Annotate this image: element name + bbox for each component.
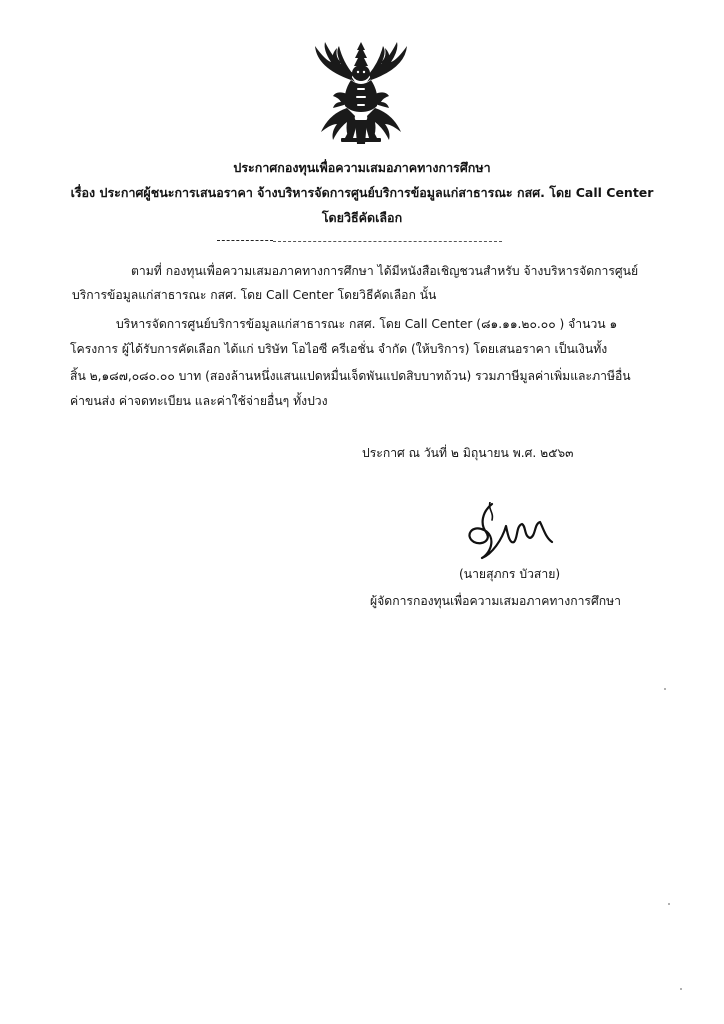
scan-speck — [664, 688, 666, 690]
body-paragraph-line: โครงการ ผู้ได้รับการคัดเลือก ได้แก่ บริษัท โอไอซี ครีเอชั่น จำกัด (ให้บริการ) โดยเสนอราคา เป็นเงินทั้ง — [70, 342, 608, 356]
handwritten-signature — [452, 502, 562, 564]
announcement-date: ประกาศ ณ วันที่ ๒ มิถุนายน พ.ศ. ๒๕๖๓ — [362, 446, 574, 460]
garuda-emblem — [311, 40, 411, 148]
announcement-method: โดยวิธีคัดเลือก — [321, 210, 403, 225]
body-paragraph-line: สิ้น ๒,๑๘๗,๐๘๐.๐๐ บาท (สองล้านหนึ่งแสนแปดหมื่นเจ็ดพันแปดสิบบาทถ้วน) รวมภาษีมูลค่าเพิ่มและภาษีอื่น — [70, 369, 631, 383]
scan-speck — [680, 988, 682, 990]
signer-position: ผู้จัดการกองทุนเพื่อความเสมอภาคทางการศึกษา — [370, 594, 621, 608]
body-paragraph-line: ตามที่ กองทุนเพื่อความเสมอภาคทางการศึกษา ได้มีหนังสือเชิญชวนสำหรับ จ้างบริหารจัดการศูนย์ — [131, 264, 639, 278]
announcement-subject: เรื่อง ประกาศผู้ชนะการเสนอราคา จ้างบริหารจัดการศูนย์บริการข้อมูลแก่สาธารณะ กสศ. โดย Call Center — [70, 185, 654, 200]
body-paragraph-line: บริหารจัดการศูนย์บริการข้อมูลแก่สาธารณะ กสศ. โดย Call Center (๘๑.๑๑.๒๐.๐๐ ) จำนวน ๑ — [116, 317, 618, 331]
body-paragraph-line: บริการข้อมูลแก่สาธารณะ กสศ. โดย Call Center โดยวิธีคัดเลือก นั้น — [72, 288, 437, 302]
announcement-title: ประกาศกองทุนเพื่อความเสมอภาคทางการศึกษา — [233, 160, 491, 175]
scan-speck — [668, 903, 670, 905]
signer-name: (นายสุภกร บัวสาย) — [459, 567, 561, 581]
body-paragraph-line: ค่าขนส่ง ค่าจดทะเบียน และค่าใช้จ่ายอื่นๆ ทั้งปวง — [70, 394, 328, 408]
